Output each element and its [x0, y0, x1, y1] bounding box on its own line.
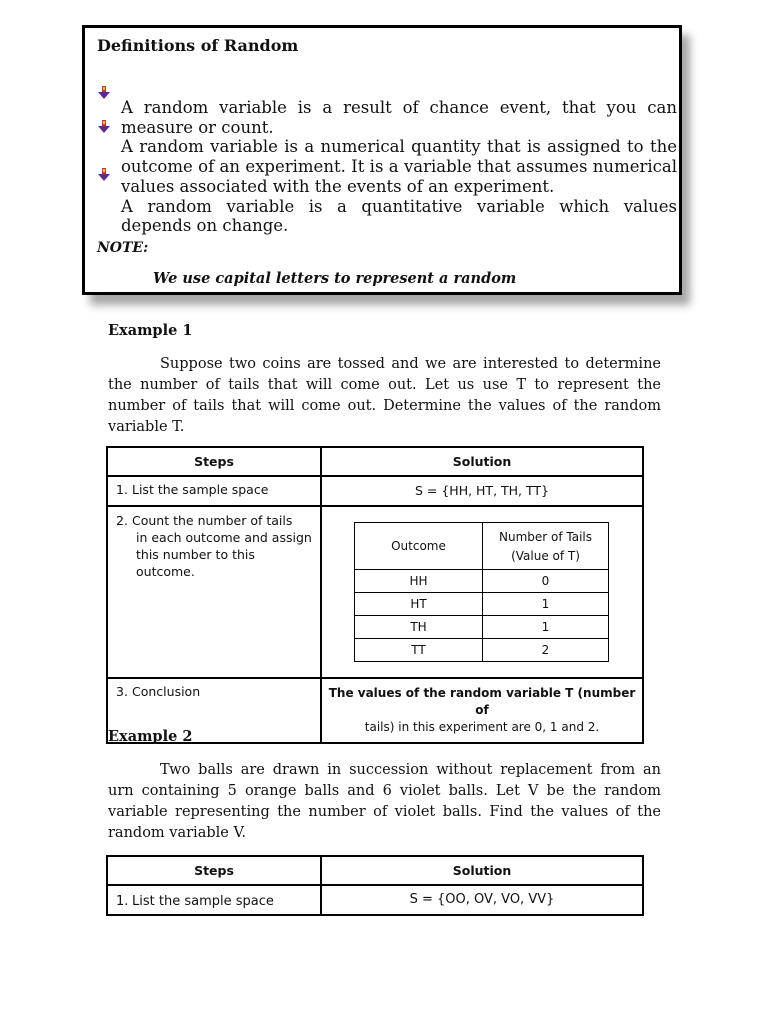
definitions-list	[121, 98, 677, 236]
example1-paragraph: Suppose two coins are tossed and we are interested to determine the number of tails that will come out. Let us use T to represent the number of tails that will come out. Determine the values of the random variable T.	[108, 356, 661, 435]
step1-cell: 1. List the sample space	[107, 885, 321, 915]
example2-paragraph: Two balls are drawn in succession without replacement from an urn containing 5 orange balls and 6 violet balls. Let V be the random variable representing the number of violet balls. Find the values of the random variable V.	[108, 762, 661, 841]
table-row: TT 2	[355, 639, 609, 662]
steps-header: Steps	[107, 856, 321, 885]
table-row: TH 1	[355, 616, 609, 639]
definition-item: A random variable is a result of chance event, that you can measure or count.	[121, 98, 677, 137]
tails-header: Number of Tails (Value of T)	[483, 523, 609, 570]
step2-line1: Count the number of tails	[132, 513, 293, 528]
note-text: We use capital letters to represent a random	[153, 270, 517, 287]
definitions-title: Definitions of Random	[97, 36, 299, 55]
sample-space-cell: S = {OO, OV, VO, VV}	[321, 885, 643, 915]
table-row: HH 0	[355, 570, 609, 593]
steps-header: Steps	[107, 447, 321, 476]
definition-item: A random variable is a numerical quantity that is assigned to the outcome of an experiment. It is a variable that assumes numerical values associated with the events of an experiment.	[121, 137, 677, 196]
table-row	[107, 885, 643, 915]
step2-rest: in each outcome and assign this number to this outcome.	[136, 530, 312, 579]
step1-cell: 1. List the sample space	[107, 476, 321, 506]
bullet-arrow-icon	[97, 168, 111, 182]
tails-table-cell	[321, 506, 643, 678]
table-row: HT 1	[355, 593, 609, 616]
example1-heading: Example 1	[108, 322, 193, 339]
note-label: NOTE:	[97, 240, 149, 256]
conclusion-line1: The values of the random variable T (number of	[328, 686, 636, 717]
table-row	[107, 506, 643, 678]
step2-cell: 2. Count the number of tails in each outcome and assign this number to this outcome.	[107, 506, 321, 678]
bullet-arrow-icon	[97, 86, 111, 100]
example2-heading: Example 2	[108, 728, 193, 745]
table-header-row	[107, 447, 643, 476]
step1-text: List the sample space	[132, 894, 274, 909]
example1-steps-table	[106, 446, 644, 744]
outcome-header: Outcome	[355, 523, 483, 570]
sample-space-cell: S = {HH, HT, TH, TT}	[321, 476, 643, 506]
example2-steps-table	[106, 855, 644, 916]
table-header-row	[107, 856, 643, 885]
tails-table-header	[355, 523, 609, 570]
step3-cell: 3. Conclusion	[107, 678, 321, 743]
conclusion-cell	[321, 678, 643, 743]
bullet-arrow-icon	[97, 120, 111, 134]
table-row	[107, 476, 643, 506]
tails-table	[354, 522, 609, 662]
solution-header: Solution	[321, 447, 643, 476]
step3-text: Conclusion	[132, 684, 201, 699]
definition-item: A random variable is a quantitative variable which values depends on change.	[121, 196, 677, 236]
conclusion-line2: tails) in this experiment are 0, 1 and 2.	[364, 720, 600, 734]
solution-header: Solution	[321, 856, 643, 885]
step1-text: List the sample space	[132, 482, 269, 497]
definitions-box	[82, 25, 682, 295]
